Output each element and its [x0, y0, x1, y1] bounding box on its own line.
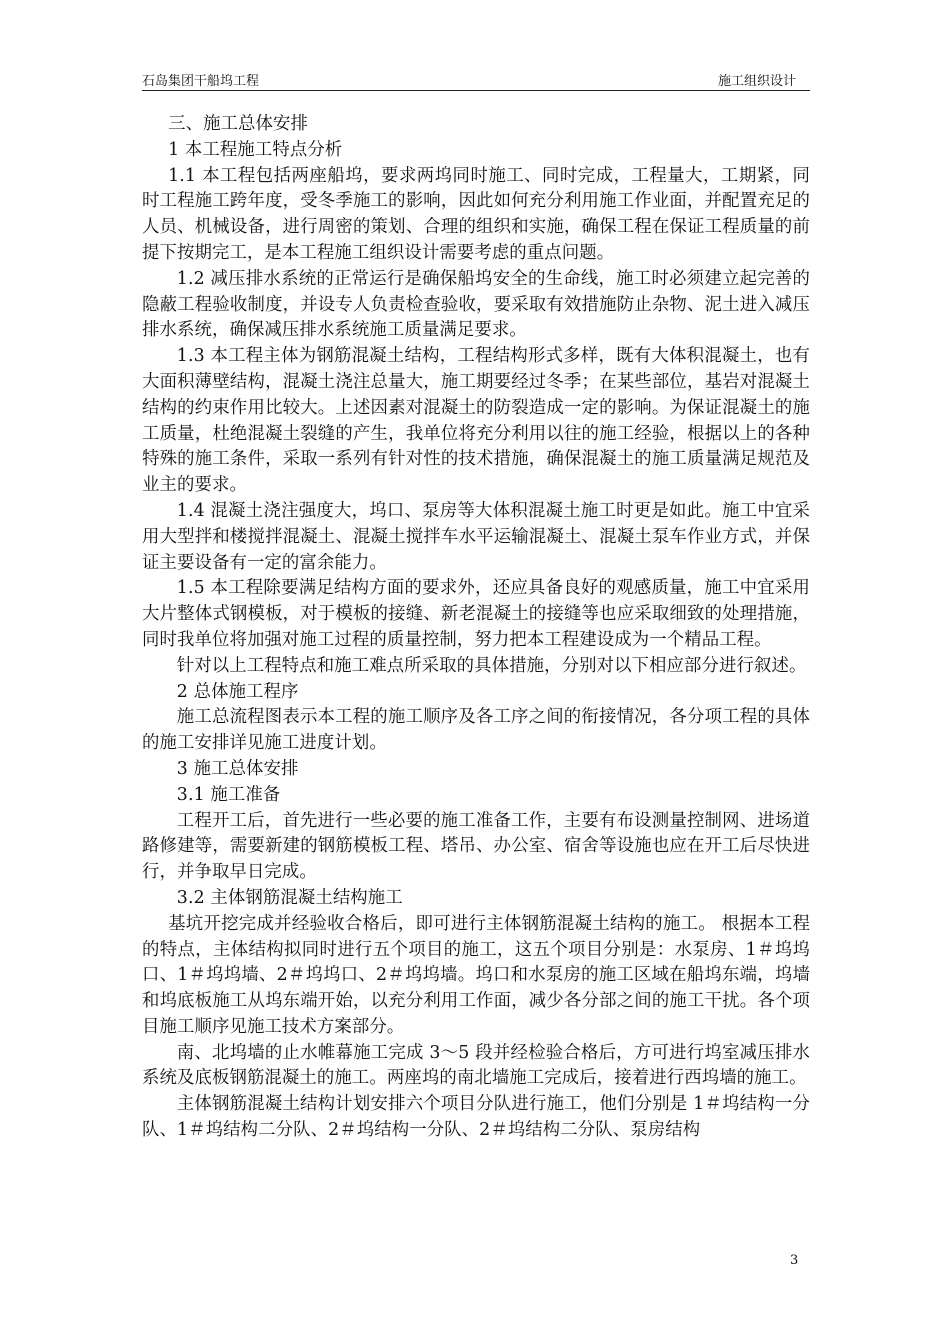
- heading-3-2: 3.2 主体钢筋混凝土结构施工: [176, 887, 403, 908]
- document-body: [142, 112, 810, 1144]
- page-header: [142, 68, 810, 91]
- header-document-type: 施工组织设计: [717, 74, 796, 89]
- paragraph-3-2-a: 基坑开挖完成并经验收合格后，即可进行主体钢筋混凝土结构的施工。 根据本工程的特点，主体结构拟同时进行五个项目的施工，这五个项目分别是：水泵房、1＃坞坞口、1＃坞坞墙、2＃坞坞口、2＃坞坞墙。坞口和水泵房的施工区域在船坞东端，坞墙和坞底板施工从坞东端开始，以充分利用工作面，减少各分部之间的施工干扰。各个项目施工顺序见施工技术方案部分。: [142, 913, 810, 1037]
- paragraph-3-2-c: 主体钢筋混凝土结构计划安排六个项目分队进行施工，他们分别是 1＃坞结构一分队、1＃坞结构二分队、2＃坞结构一分队、2＃坞结构二分队、泵房结构: [142, 1094, 810, 1141]
- heading-1: 1 本工程施工特点分析: [168, 139, 343, 160]
- paragraph-1-5: 1.5 本工程除要满足结构方面的要求外，还应具备良好的观感质量，施工中宜采用大片整体式钢模板，对于模板的接缝、新老混凝土的接缝等也应采取细致的处理措施，同时我单位将加强对施工过程的质量控制，努力把本工程建设成为一个精品工程。: [142, 578, 810, 650]
- paragraph-3-1: 工程开工后，首先进行一些必要的施工准备工作，主要有布设测量控制网、进场道路修建等，需要新建的钢筋模板工程、塔吊、办公室、宿舍等设施也应在开工后尽快进行，并争取早日完成。: [142, 810, 810, 883]
- header-project-title: 石岛集团干船坞工程: [142, 74, 260, 89]
- paragraph-1-1: 1.1 本工程包括两座船坞，要求两坞同时施工、同时完成，工程量大，工期紧，同时工程施工跨年度，受冬季施工的影响，因此如何充分利用施工作业面，并配置充足的人员、机械设备，进行周密的策划、合理的组织和实施，确保工程在保证工程质量的前提下按期完工，是本工程施工组织设计需要考虑的重点问题。: [142, 165, 810, 263]
- paragraph-summary: 针对以上工程特点和施工难点所采取的具体措施，分别对以下相应部分进行叙述。: [176, 655, 807, 676]
- paragraph-1-4: 1.4 混凝土浇注强度大，坞口、泵房等大体积混凝土施工时更是如此。施工中宜采用大型拌和楼搅拌混凝土、混凝土搅拌车水平运输混凝土、混凝土泵车作业方式，并保证主要设备有一定的富余能力。: [142, 500, 810, 573]
- paragraph-3-2-b: 南、北坞墙的止水帷幕施工完成 3～5 段并经检验合格后，方可进行坞室减压排水系统及底板钢筋混凝土的施工。两座坞的南北墙施工完成后，接着进行西坞墙的施工。: [142, 1042, 810, 1089]
- heading-3: 3 施工总体安排: [176, 758, 299, 779]
- page-number: 3: [790, 1253, 799, 1268]
- paragraph-1-2: 1.2 减压排水系统的正常运行是确保船坞安全的生命线，施工时必须建立起完善的隐蔽工程验收制度，并设专人负责检查验收，要采取有效措施防止杂物、泥土进入减压排水系统，确保减压排水系统施工质量满足要求。: [142, 268, 810, 341]
- heading-3-1: 3.1 施工准备: [176, 784, 281, 805]
- paragraph-2: 施工总流程图表示本工程的施工顺序及各工序之间的衔接情况，各分项工程的具体的施工安排详见施工进度计划。: [142, 707, 810, 754]
- heading-2: 2 总体施工程序: [176, 681, 299, 702]
- paragraph-1-3: 1.3 本工程主体为钢筋混凝土结构，工程结构形式多样，既有大体积混凝土，也有大面积薄壁结构，混凝土浇注总量大，施工期要经过冬季；在某些部位，基岩对混凝土结构的约束作用比较大。上述因素对混凝土的防裂造成一定的影响。为保证混凝土的施工质量，杜绝混凝土裂缝的产生，我单位将充分利用以往的施工经验，根据以上的各种特殊的施工条件，采取一系列有针对性的技术措施，确保混凝土的施工质量满足规范及业主的要求。: [142, 346, 810, 496]
- section-title: 三、施工总体安排: [168, 114, 309, 134]
